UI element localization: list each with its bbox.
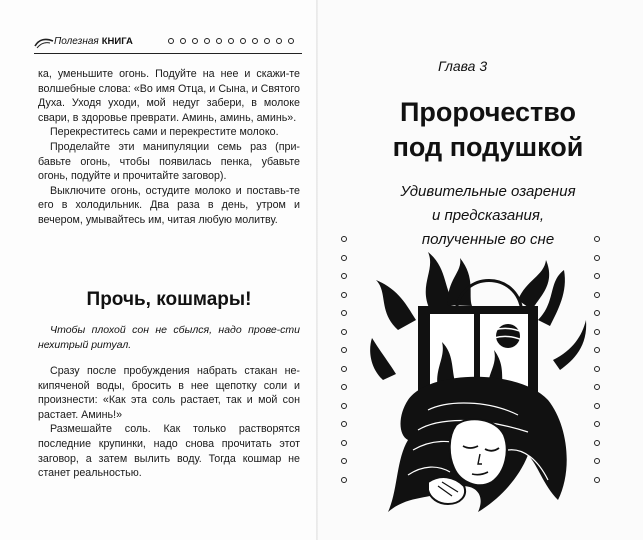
left-page xyxy=(0,0,318,540)
running-head xyxy=(34,34,308,52)
section-heading: Прочь, кошмары! xyxy=(86,289,252,310)
left-dot-border xyxy=(341,236,347,483)
right-page xyxy=(318,0,643,540)
chapter-subtitle-line: полученные во сне xyxy=(421,231,555,248)
chapter-label: Глава 3 xyxy=(438,58,488,74)
paragraph: ка, уменьшите огонь. Подуйте на нее и скажи-те волшебные слова: «Во имя Отца, и Сына, и Святого Духа. Уходя уходи, мой недуг забери, в молоке свари, в здоровье преврати. Аминь, аминь, аминь». xyxy=(38,68,300,124)
header-rule xyxy=(34,53,302,54)
text-block-top xyxy=(38,67,300,228)
chapter-title xyxy=(348,95,628,165)
chapter-subtitle xyxy=(348,180,628,252)
chapter-subtitle-line: Удивительные озарения xyxy=(400,183,576,200)
right-dot-border xyxy=(594,236,600,483)
section-lead: Чтобы плохой сон не сбылся, надо прове-сти нехитрый ритуал. xyxy=(38,324,300,351)
swoosh-ornament-icon xyxy=(34,37,54,49)
chapter-subtitle-line: и предсказания, xyxy=(431,207,545,224)
text-block-bottom xyxy=(38,364,300,481)
header-dot-ornament xyxy=(168,38,294,44)
chapter-title-line: Пророчество xyxy=(399,97,576,127)
running-head-title: Полезная КНИГА xyxy=(54,36,133,47)
paragraph: Перекреститесь сами и перекрестите молоко. xyxy=(50,126,279,139)
paragraph: Выключите огонь, остудите молоко и поставь-те его в холодильник. Два раза в день, утром и вечером, умывайтесь им, читая любую молитву. xyxy=(38,184,300,226)
paragraph: Проделайте эти манипуляции семь раз (при-бавьте огонь, чтобы появилась пенка, убавьте огонь, подуйте и прочитайте заговор). xyxy=(38,140,300,183)
sleeping-woman-illustration xyxy=(368,250,588,520)
paragraph: Размешайте соль. Как только растворятся последние крупинки, надо снова прочитать этот заговор, а затем вылить воду. Тогда кошмар не станет реальностью. xyxy=(38,423,300,480)
chapter-title-line: под подушкой xyxy=(392,132,584,162)
paragraph: Сразу после пробуждения набрать стакан не-кипяченой воды, бросить в нее щепотку соли и произнести: «Как эта соль растает, так и мой сон растает. Аминь!» xyxy=(38,365,300,421)
